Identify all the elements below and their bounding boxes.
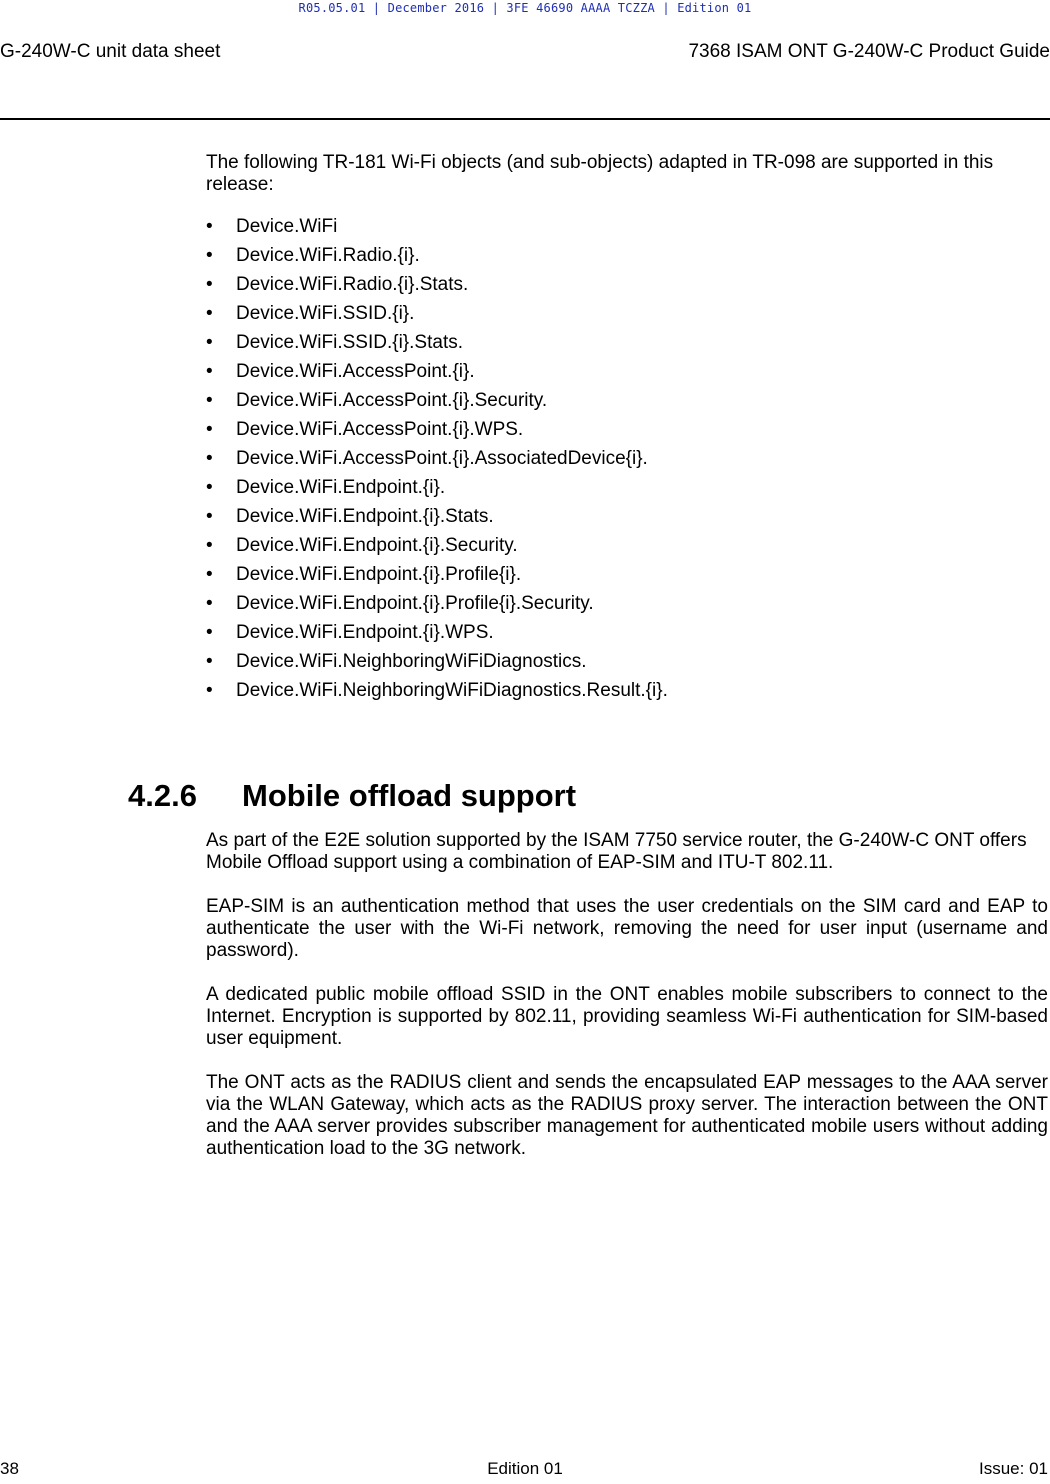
footer-issue: Issue: 01 [979, 1459, 1048, 1478]
list-item-text: Device.WiFi.Endpoint.{i}.Security. [236, 535, 518, 556]
bullet-icon: • [206, 419, 213, 440]
list-item [206, 386, 1048, 415]
list-item-text: Device.WiFi.Endpoint.{i}.WPS. [236, 622, 494, 643]
running-header [0, 38, 1050, 66]
bullet-icon: • [206, 651, 213, 672]
header-document-title: 7368 ISAM ONT G-240W-C Product Guide [688, 41, 1050, 62]
list-item [206, 531, 1048, 560]
bullet-icon: • [206, 680, 213, 701]
bullet-icon: • [206, 477, 213, 498]
list-item [206, 299, 1048, 328]
bullet-icon: • [206, 506, 213, 527]
list-item [206, 270, 1048, 299]
bullet-icon: • [206, 303, 213, 324]
list-item [206, 444, 1048, 473]
list-item-text: Device.WiFi.AccessPoint.{i}. [236, 361, 475, 382]
section-heading [128, 776, 1048, 816]
list-item-text: Device.WiFi.NeighboringWiFiDiagnostics.Result.{i}. [236, 680, 668, 701]
header-divider [0, 118, 1050, 120]
list-item-text: Device.WiFi.Endpoint.{i}.Profile{i}. [236, 564, 522, 585]
bullet-icon: • [206, 216, 213, 237]
list-item-text: Device.WiFi.SSID.{i}. [236, 303, 415, 324]
bullet-icon: • [206, 448, 213, 469]
list-item-text: Device.WiFi.AccessPoint.{i}.Security. [236, 390, 548, 411]
list-item-text: Device.WiFi.AccessPoint.{i}.WPS. [236, 419, 524, 440]
list-item [206, 589, 1048, 618]
body-paragraph: A dedicated public mobile offload SSID in the ONT enables mobile subscribers to connect to the Internet. Encryption is supported by 802.11, providing seamless Wi-Fi authentication for SIM-based user equipment. [206, 984, 1048, 1049]
list-item-text: Device.WiFi.Radio.{i}.Stats. [236, 274, 469, 295]
list-item-text: Device.WiFi.Endpoint.{i}. [236, 477, 446, 498]
wifi-objects-section [206, 152, 1048, 705]
list-item [206, 618, 1048, 647]
bullet-icon: • [206, 245, 213, 266]
list-item-text: Device.WiFi [236, 216, 338, 237]
list-item [206, 473, 1048, 502]
bullet-icon: • [206, 564, 213, 585]
intro-paragraph: The following TR-181 Wi-Fi objects (and sub-objects) adapted in TR-098 are supported in this release: [206, 152, 994, 195]
section-title: Mobile offload support [242, 778, 577, 813]
list-item [206, 676, 1048, 705]
list-item [206, 357, 1048, 386]
bullet-icon: • [206, 332, 213, 353]
bullet-icon: • [206, 622, 213, 643]
list-item-text: Device.WiFi.Endpoint.{i}.Stats. [236, 506, 494, 527]
page-number: 38 [0, 1459, 19, 1478]
list-item [206, 415, 1048, 444]
list-item [206, 647, 1048, 676]
list-item-text: Device.WiFi.SSID.{i}.Stats. [236, 332, 464, 353]
list-item [206, 328, 1048, 357]
body-paragraph: As part of the E2E solution supported by the ISAM 7750 service router, the G-240W-C ONT offers Mobile Offload support using a combination of EAP-SIM and ITU-T 802.11. [206, 830, 1027, 873]
bullet-icon: • [206, 361, 213, 382]
document-release-banner: R05.05.01 | December 2016 | 3FE 46690 AAAA TCZZA | Edition 01 [298, 1, 752, 15]
section-number: 4.2.6 [128, 778, 197, 813]
list-item [206, 502, 1048, 531]
mobile-offload-section-body [206, 830, 1048, 1182]
list-item-text: Device.WiFi.NeighboringWiFiDiagnostics. [236, 651, 587, 672]
list-item-text: Device.WiFi.AccessPoint.{i}.AssociatedDevice{i}. [236, 448, 648, 469]
bullet-icon: • [206, 593, 213, 614]
list-item [206, 212, 1048, 241]
footer-edition: Edition 01 [487, 1459, 563, 1478]
list-item [206, 560, 1048, 589]
body-paragraph: The ONT acts as the RADIUS client and sends the encapsulated EAP messages to the AAA server via the WLAN Gateway, which acts as the RADIUS proxy server. The interaction between the ONT and the AAA server provides subscriber management for authenticated mobile users without adding authentication load to the 3G network. [206, 1072, 1048, 1159]
running-footer [0, 1456, 1050, 1482]
list-item [206, 241, 1048, 270]
bullet-icon: • [206, 390, 213, 411]
bullet-icon: • [206, 535, 213, 556]
list-item-text: Device.WiFi.Endpoint.{i}.Profile{i}.Security. [236, 593, 594, 614]
bullet-icon: • [206, 274, 213, 295]
body-paragraph: EAP-SIM is an authentication method that uses the user credentials on the SIM card and EAP to authenticate the user with the Wi-Fi network, removing the need for user input (username and password). [206, 896, 1048, 961]
list-item-text: Device.WiFi.Radio.{i}. [236, 245, 420, 266]
wifi-object-list [206, 212, 1048, 705]
header-chapter-title: G-240W-C unit data sheet [0, 41, 221, 62]
